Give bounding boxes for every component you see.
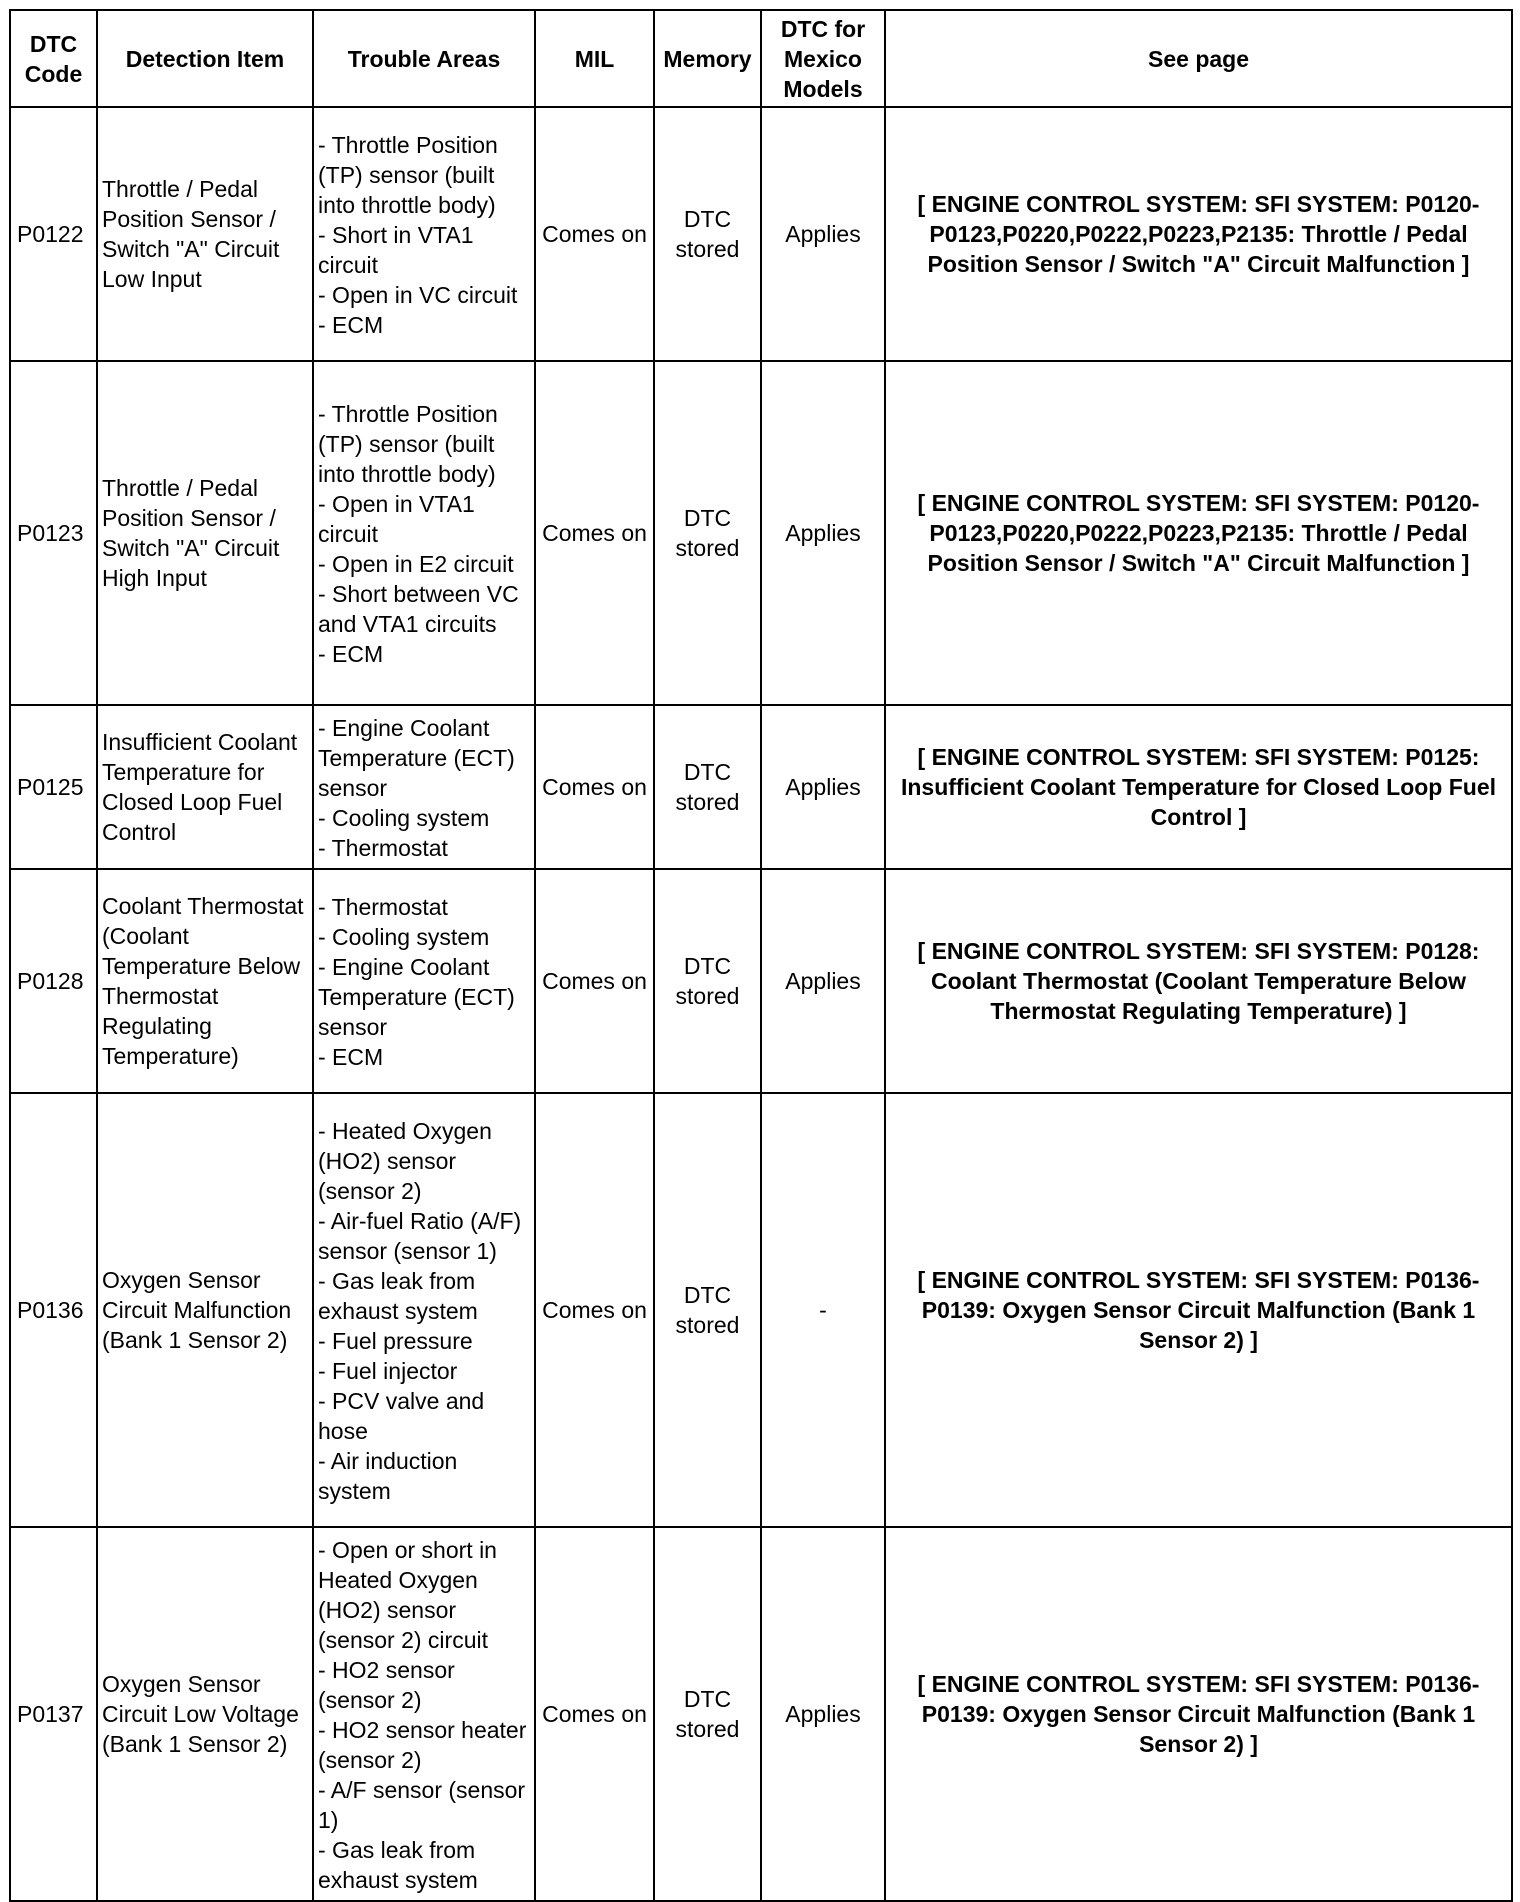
table-row [10, 1093, 1512, 1527]
mexico-cell: Applies [761, 361, 885, 705]
trouble-area-line: - Thermostat [318, 835, 448, 861]
detection-item-cell: Throttle / Pedal Position Sensor / Switch "A" Circuit Low Input [97, 107, 313, 361]
memory-cell: DTC stored [654, 705, 761, 869]
detection-item-cell: Coolant Thermostat (Coolant Temperature Below Thermostat Regulating Temperature) [97, 869, 313, 1093]
header-trouble-areas: Trouble Areas [313, 10, 535, 107]
mexico-cell: Applies [761, 107, 885, 361]
see-page-link[interactable]: [ ENGINE CONTROL SYSTEM: SFI SYSTEM: P0136-P0139: Oxygen Sensor Circuit Malfunction (Bank 1 Sensor 2) ] [885, 1527, 1512, 1901]
mexico-cell: Applies [761, 1527, 885, 1901]
header-detection-item: Detection Item [97, 10, 313, 107]
dtc-code-cell: P0125 [10, 705, 97, 869]
trouble-area-line: - Open in E2 circuit [318, 551, 514, 577]
mexico-cell: Applies [761, 869, 885, 1093]
trouble-area-line: - Gas leak from exhaust system [318, 1268, 478, 1324]
dtc-code-cell: P0123 [10, 361, 97, 705]
trouble-area-line: - Heated Oxygen (HO2) sensor (sensor 2) [318, 1118, 492, 1204]
header-row [10, 10, 1512, 107]
memory-cell: DTC stored [654, 107, 761, 361]
dtc-code-cell: P0122 [10, 107, 97, 361]
see-page-link[interactable]: [ ENGINE CONTROL SYSTEM: SFI SYSTEM: P0125: Insufficient Coolant Temperature for Closed Loop Fuel Control ] [885, 705, 1512, 869]
table-row [10, 1527, 1512, 1901]
trouble-area-line: - Fuel pressure [318, 1328, 473, 1354]
trouble-area-line: - Engine Coolant Temperature (ECT) sensor [318, 954, 515, 1040]
table-row [10, 869, 1512, 1093]
detection-item-cell: Oxygen Sensor Circuit Malfunction (Bank 1 Sensor 2) [97, 1093, 313, 1527]
see-page-link[interactable]: [ ENGINE CONTROL SYSTEM: SFI SYSTEM: P0120-P0123,P0220,P0222,P0223,P2135: Throttle / Pedal Position Sensor / Switch "A" Circuit Malfunction ] [885, 107, 1512, 361]
trouble-area-line: - Gas leak from exhaust system [318, 1837, 478, 1893]
trouble-area-line: - ECM [318, 641, 384, 667]
trouble-area-line: - Engine Coolant Temperature (ECT) sensor [318, 715, 515, 801]
trouble-areas-cell [313, 1093, 535, 1527]
trouble-area-line: - A/F sensor (sensor 1) [318, 1777, 526, 1833]
trouble-area-line: - Throttle Position (TP) sensor (built into throttle body) [318, 132, 498, 218]
trouble-areas-cell [313, 361, 535, 705]
mexico-cell: Applies [761, 705, 885, 869]
header-mexico-models: DTC for Mexico Models [761, 10, 885, 107]
trouble-areas-cell [313, 107, 535, 361]
dtc-code-cell: P0128 [10, 869, 97, 1093]
trouble-areas-cell [313, 705, 535, 869]
trouble-area-line: - PCV valve and hose [318, 1388, 485, 1444]
header-see-page: See page [885, 10, 1512, 107]
see-page-link[interactable]: [ ENGINE CONTROL SYSTEM: SFI SYSTEM: P0128: Coolant Thermostat (Coolant Temperature Below Thermostat Regulating Temperature) ] [885, 869, 1512, 1093]
header-memory: Memory [654, 10, 761, 107]
trouble-area-line: - Open in VC circuit [318, 282, 518, 308]
table-row [10, 705, 1512, 869]
trouble-area-line: - HO2 sensor heater (sensor 2) [318, 1717, 527, 1773]
trouble-area-line: - Open in VTA1 circuit [318, 491, 475, 547]
trouble-area-line: - Fuel injector [318, 1358, 458, 1384]
trouble-area-line: - Air-fuel Ratio (A/F) sensor (sensor 1) [318, 1208, 522, 1264]
detection-item-cell: Throttle / Pedal Position Sensor / Switch "A" Circuit High Input [97, 361, 313, 705]
mil-cell: Comes on [535, 1527, 654, 1901]
trouble-areas-cell [313, 869, 535, 1093]
trouble-area-line: - Cooling system [318, 805, 490, 831]
mil-cell: Comes on [535, 107, 654, 361]
trouble-area-line: - Short between VC and VTA1 circuits [318, 581, 519, 637]
mexico-cell: - [761, 1093, 885, 1527]
table-row [10, 107, 1512, 361]
dtc-table [9, 9, 1513, 1902]
trouble-area-line: - Open or short in Heated Oxygen (HO2) sensor (sensor 2) circuit [318, 1537, 497, 1653]
trouble-area-line: - Cooling system [318, 924, 490, 950]
detection-item-cell: Oxygen Sensor Circuit Low Voltage (Bank 1 Sensor 2) [97, 1527, 313, 1901]
mil-cell: Comes on [535, 361, 654, 705]
trouble-area-line: - ECM [318, 312, 384, 338]
see-page-link[interactable]: [ ENGINE CONTROL SYSTEM: SFI SYSTEM: P0120-P0123,P0220,P0222,P0223,P2135: Throttle / Pedal Position Sensor / Switch "A" Circuit Malfunction ] [885, 361, 1512, 705]
dtc-code-cell: P0136 [10, 1093, 97, 1527]
table-row [10, 361, 1512, 705]
trouble-areas-cell [313, 1527, 535, 1901]
header-dtc-code: DTC Code [10, 10, 97, 107]
memory-cell: DTC stored [654, 869, 761, 1093]
header-mil: MIL [535, 10, 654, 107]
memory-cell: DTC stored [654, 361, 761, 705]
mil-cell: Comes on [535, 869, 654, 1093]
memory-cell: DTC stored [654, 1093, 761, 1527]
detection-item-cell: Insufficient Coolant Temperature for Closed Loop Fuel Control [97, 705, 313, 869]
trouble-area-line: - Short in VTA1 circuit [318, 222, 474, 278]
dtc-code-cell: P0137 [10, 1527, 97, 1901]
trouble-area-line: - ECM [318, 1044, 384, 1070]
trouble-area-line: - Throttle Position (TP) sensor (built into throttle body) [318, 401, 498, 487]
trouble-area-line: - HO2 sensor (sensor 2) [318, 1657, 455, 1713]
see-page-link[interactable]: [ ENGINE CONTROL SYSTEM: SFI SYSTEM: P0136-P0139: Oxygen Sensor Circuit Malfunction (Bank 1 Sensor 2) ] [885, 1093, 1512, 1527]
mil-cell: Comes on [535, 705, 654, 869]
mil-cell: Comes on [535, 1093, 654, 1527]
trouble-area-line: - Air induction system [318, 1448, 458, 1504]
memory-cell: DTC stored [654, 1527, 761, 1901]
trouble-area-line: - Thermostat [318, 894, 448, 920]
